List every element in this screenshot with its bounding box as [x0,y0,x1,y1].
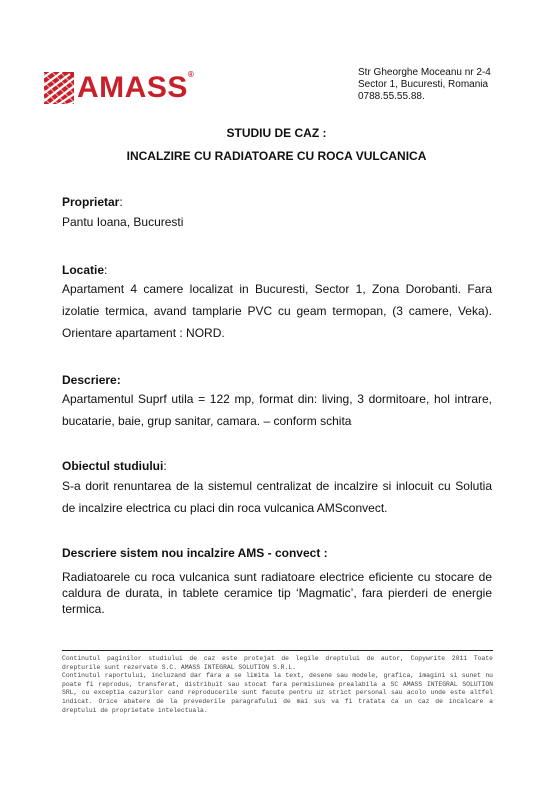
section-text-locatie: Apartament 4 camere localizat in Bucuresti, Sector 1, Zona Dorobanti. Fara izolatie termica, avand tamplarie PVC cu geam termopan, (3 camere, Veka). Orientare apartament : NORD. [62,282,492,340]
section-heading-sistem: Descriere sistem nou incalzire AMS - convect : [62,546,328,560]
footer-divider [62,650,493,651]
address-street: Str Gheorghe Moceanu nr 2-4 [358,67,491,78]
company-logo [44,72,194,104]
logo-wordmark: AMASS® [77,70,195,104]
address-phone: 0788.55.55.88. [358,91,425,102]
section-text-obiectul: S-a dorit renuntarea de la sistemul centralizat de incalzire si inlocuit cu Solutia de incalzire electrica cu placi din roca vulcanica AMSconvect. [62,479,492,515]
document-title: STUDIU DE CAZ : [226,126,327,140]
registered-mark: ® [187,70,195,79]
document-subtitle: INCALZIRE CU RADIATOARE CU ROCA VULCANICA [126,149,427,163]
section-heading-obiectul: Obiectul studiului: [62,459,167,473]
footer-legal-notice: Continutul raportului, incluzand dar fara a se limita la text, desene sau modele, grafica, imagini si sunet nu poate fi reprodus, transferat, distribuit sau stocat fara permisiunea prealabila a SC AMASS INTEGRAL SOLUTION SRL, cu exceptia cazurilor cand reproducerile sunt facute pentru uz strict personal sau acolo unde este altfel indicat. Orice abatere de la prevederile paragrafului de mai sus va fi tratata ca un caz de incalcare a dreptului de proprietate intelectuala. [62,672,493,714]
amass-logo-icon [44,72,74,104]
company-address [358,67,491,103]
section-text-descriere: Apartamentul Suprf utila = 122 mp, format din: living, 3 dormitoare, hol intrare, bucatarie, baie, grup sanitar, camara. – conform schita [62,392,492,428]
address-city: Sector 1, Bucuresti, Romania [358,79,489,90]
section-text-proprietar: Pantu Ioana, Bucuresti [62,215,184,229]
section-text-sistem: Radiatoarele cu roca vulcanica sunt radiatoare electrice eficiente cu stocare de caldura de durata, in tablete ceramice tip ‘Magmatic’, fara pierderi de energie termica. [62,570,492,616]
section-heading-locatie: Locatie: [62,263,108,277]
footer-copyright: Continutul paginilor studiului de caz este protejat de legile dreptului de autor, Copywrite 2011 Toate drepturile sunt rezervate S.C. AMASS INTEGRAL SOLUTION S.R.L. [62,655,493,671]
section-heading-proprietar: Proprietar: [62,195,123,209]
copyright-footer [62,655,493,715]
section-heading-descriere: Descriere: [62,373,121,387]
